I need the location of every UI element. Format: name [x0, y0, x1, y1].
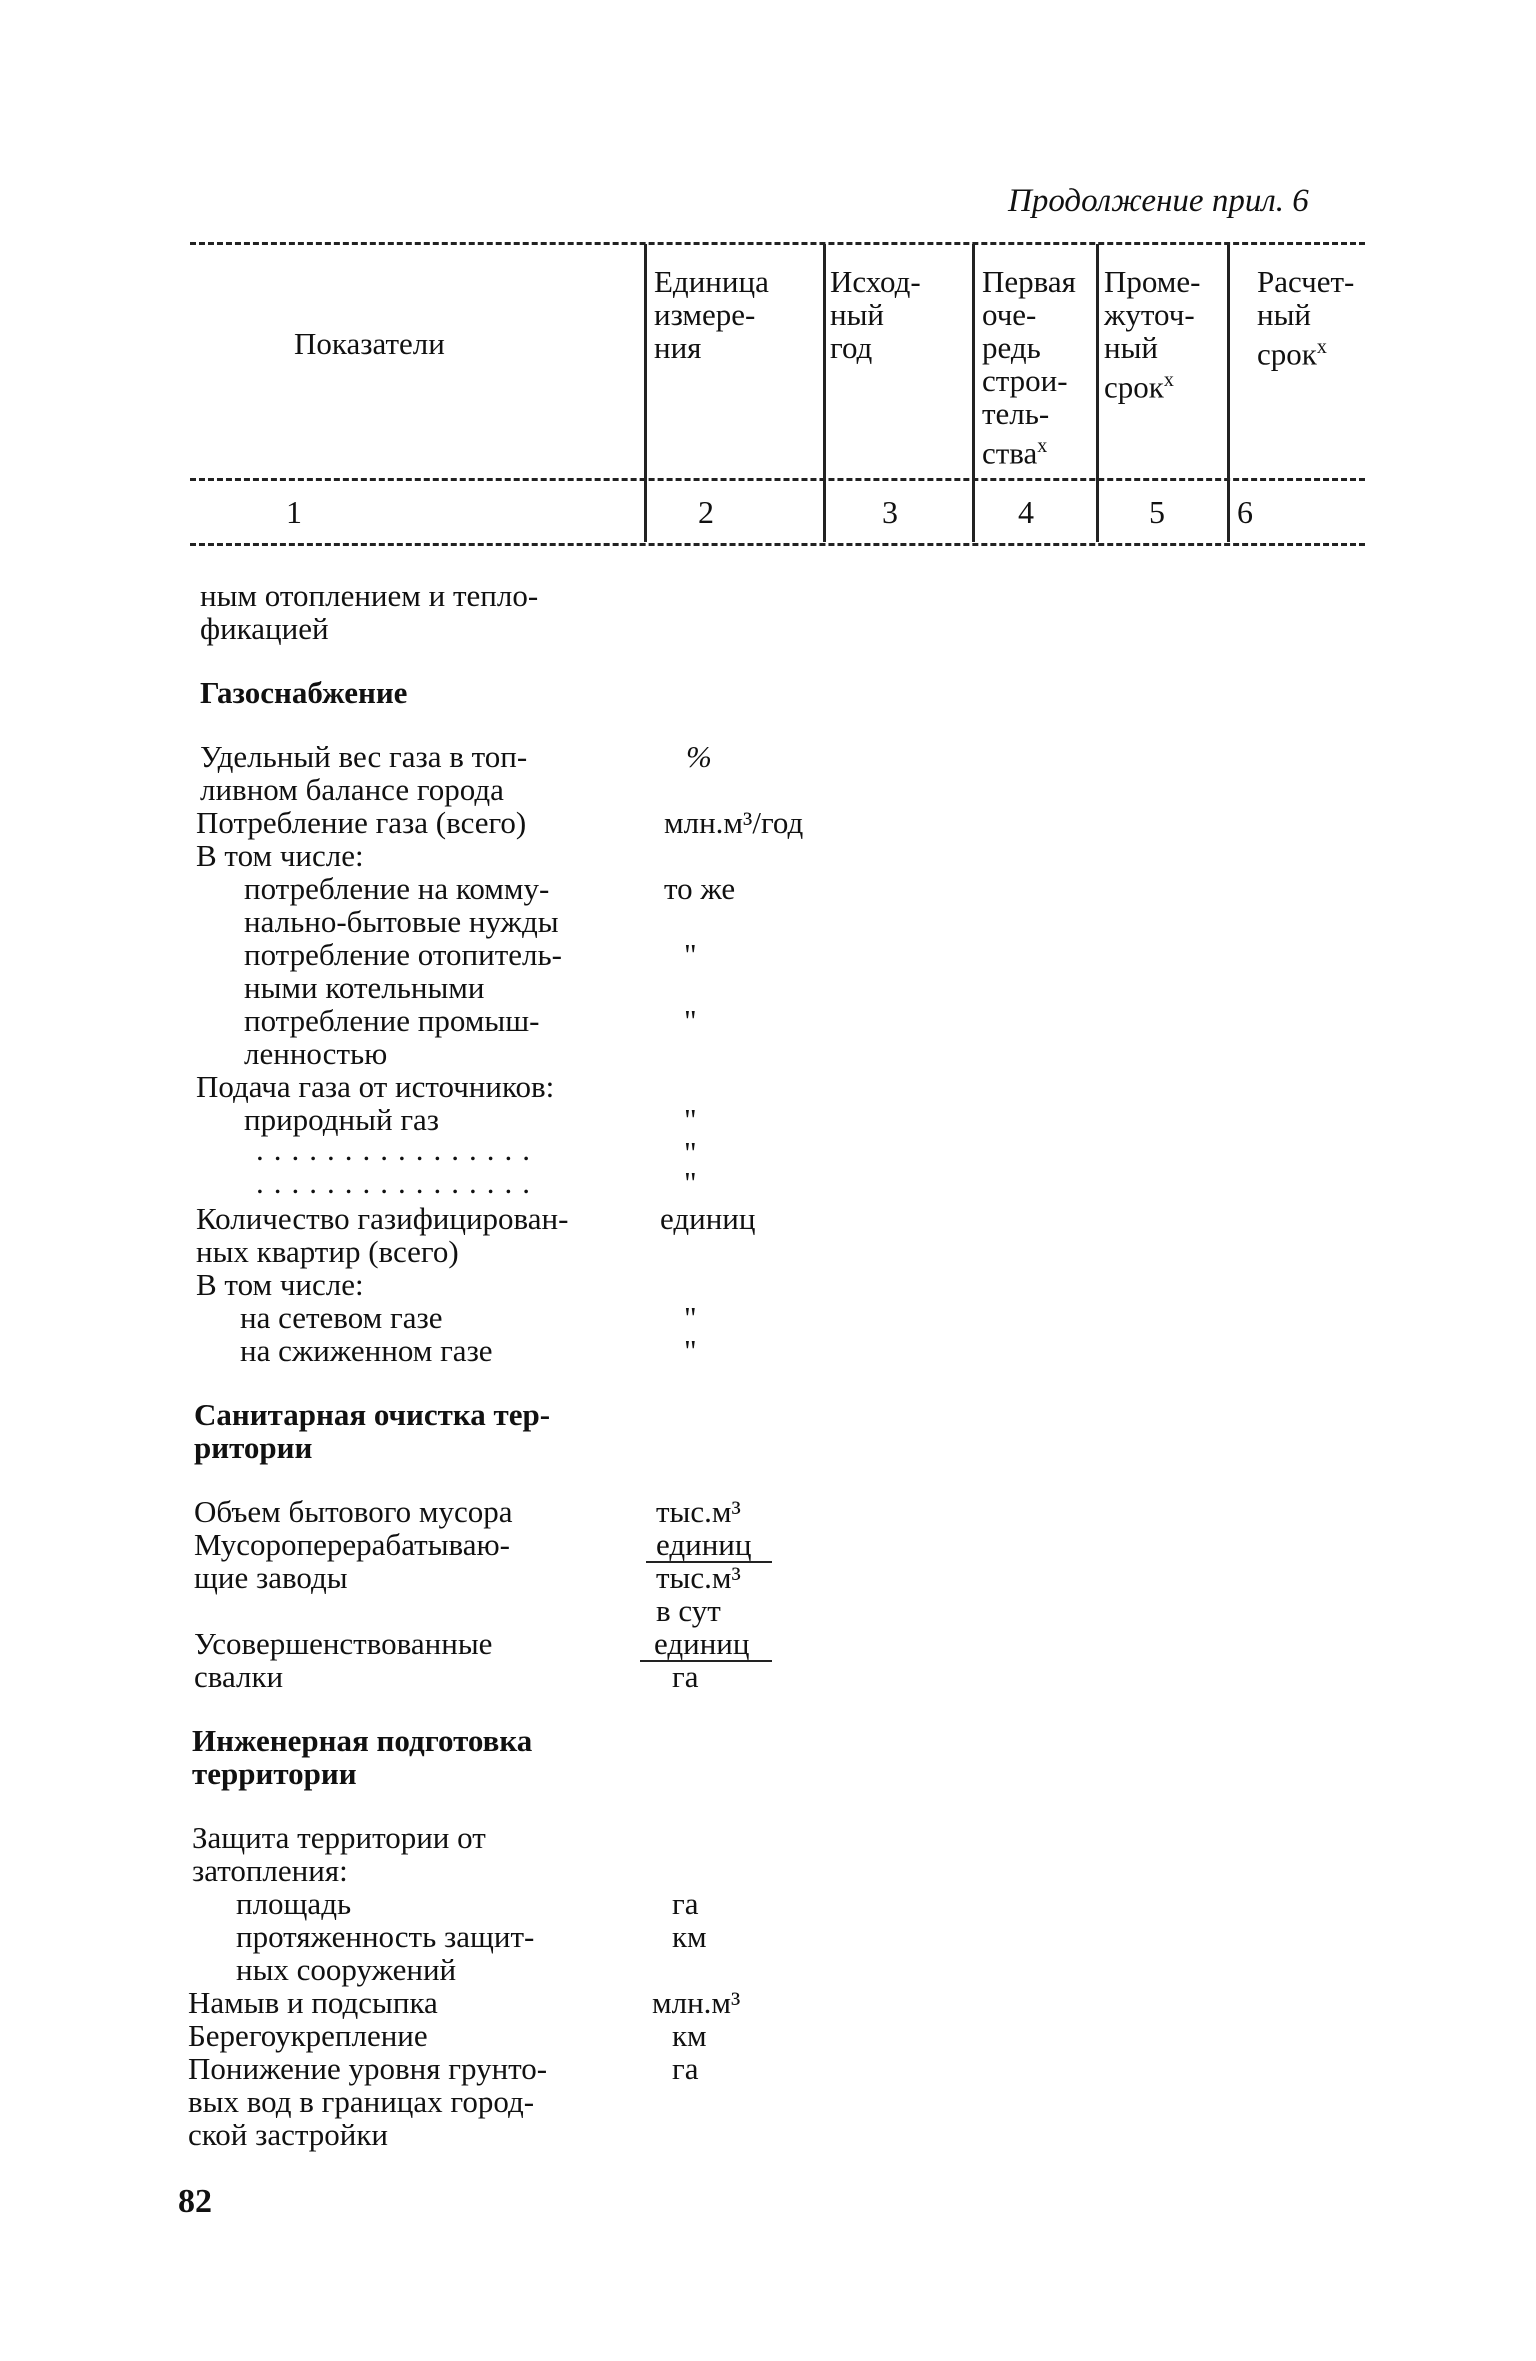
- ditto-mark: ": [684, 1300, 697, 1335]
- footnote-mark: х: [1316, 336, 1327, 358]
- unit-cell: км: [672, 1919, 707, 1954]
- row-text: ными котельными: [244, 970, 485, 1005]
- unit-denominator: тыс.м³: [656, 1560, 741, 1595]
- col-divider-5: [1227, 244, 1230, 542]
- row-text: Мусороперерабатываю-: [194, 1527, 510, 1562]
- section-heading-engineering: Инженерная подготовка: [192, 1723, 533, 1758]
- header-indicators: Показатели: [294, 326, 445, 361]
- col-number-3: 3: [882, 494, 898, 530]
- footnote-mark: х: [1037, 435, 1048, 457]
- table-top-rule: [190, 242, 1365, 245]
- row-text: В том числе:: [196, 838, 364, 873]
- row-text: ных сооружений: [236, 1952, 457, 1987]
- section-heading-sanitation: ритории: [194, 1430, 313, 1465]
- fraction-bar: [640, 1660, 772, 1662]
- col-divider-4: [1096, 244, 1099, 542]
- table-mid-rule: [190, 478, 1365, 481]
- row-text: природный газ: [244, 1102, 440, 1137]
- unit-cell: млн.м³/год: [664, 805, 804, 840]
- row-text: ных квартир (всего): [196, 1234, 459, 1269]
- row-text: Берегоукрепление: [188, 2018, 428, 2053]
- row-text: Подача газа от источников:: [196, 1069, 555, 1104]
- unit-cell: %: [686, 739, 712, 774]
- row-text: затопления:: [192, 1853, 348, 1888]
- continuation-label: Продолжение прил. 6: [1008, 183, 1309, 219]
- unit-numerator: единиц: [656, 1527, 752, 1562]
- row-text: потребление промыш-: [244, 1003, 540, 1038]
- row-text: свалки: [194, 1659, 284, 1694]
- ditto-mark: ": [684, 1135, 697, 1170]
- col-number-6: 6: [1237, 494, 1253, 530]
- unit-cell: единиц: [660, 1201, 756, 1236]
- unit-cell: га: [672, 1886, 699, 1921]
- unit-cell: км: [672, 2018, 707, 2053]
- dotted-leader: ................: [256, 1165, 540, 1200]
- col-divider-1: [644, 244, 647, 542]
- header-design-term: Расчет- ный срок$^х$: [1257, 264, 1355, 372]
- col-number-5: 5: [1149, 494, 1165, 530]
- unit-cell: то же: [664, 871, 736, 906]
- row-text: ской застройки: [188, 2117, 389, 2152]
- row-text: ливном балансе города: [200, 772, 504, 807]
- row-text: площадь: [236, 1886, 352, 1921]
- unit-numerator: единиц: [654, 1626, 750, 1661]
- unit-cell: млн.м³: [652, 1985, 741, 2020]
- header-unit: Единица измере- ния: [654, 264, 769, 365]
- row-text: Объем бытового мусора: [194, 1494, 513, 1529]
- section-heading-gas: Газоснабжение: [200, 675, 408, 710]
- row-text: щие заводы: [194, 1560, 348, 1595]
- row-text: Усовершенствованные: [194, 1626, 493, 1661]
- row-text: В том числе:: [196, 1267, 364, 1302]
- ditto-mark: ": [684, 1102, 697, 1137]
- ditto-mark: ": [684, 1003, 697, 1038]
- row-text: Потребление газа (всего): [196, 805, 527, 840]
- row-text: фикацией: [200, 611, 329, 646]
- row-text: ленностью: [244, 1036, 388, 1071]
- row-text: на сетевом газе: [240, 1300, 443, 1335]
- header-intermediate-term: Проме- жуточ- ный срок$^х$: [1104, 264, 1201, 405]
- col-number-4: 4: [1018, 494, 1034, 530]
- unit-cell: га: [672, 2051, 699, 2086]
- row-text: протяженность защит-: [236, 1919, 535, 1954]
- col-divider-3: [972, 244, 975, 542]
- row-text: на сжиженном газе: [240, 1333, 493, 1368]
- ditto-mark: ": [684, 937, 697, 972]
- row-text: Понижение уровня грунто-: [188, 2051, 548, 2086]
- page-number: 82: [178, 2183, 212, 2220]
- col-divider-2: [823, 244, 826, 542]
- row-text: Количество газифицирован-: [196, 1201, 569, 1236]
- unit-denominator: га: [672, 1659, 699, 1694]
- table-bottom-rule: [190, 543, 1365, 546]
- row-text: Защита территории от: [192, 1820, 486, 1855]
- col-number-2: 2: [698, 494, 714, 530]
- row-text: нально-бытовые нужды: [244, 904, 559, 939]
- row-text: Удельный вес газа в топ-: [200, 739, 528, 774]
- col-number-1: 1: [286, 494, 302, 530]
- header-first-stage: Первая оче- редь строи- тель- ства$^х$: [982, 264, 1076, 471]
- row-text: потребление на комму-: [244, 871, 550, 906]
- ditto-mark: ": [684, 1333, 697, 1368]
- unit-denominator: в сут: [656, 1593, 721, 1628]
- section-heading-engineering: территории: [192, 1756, 357, 1791]
- dotted-leader: ................: [256, 1132, 540, 1167]
- unit-cell: тыс.м³: [656, 1494, 741, 1529]
- row-text: Намыв и подсыпка: [188, 1985, 438, 2020]
- header-base-year: Исход- ный год: [830, 264, 921, 365]
- row-text: вых вод в границах город-: [188, 2084, 535, 2119]
- section-heading-sanitation: Санитарная очистка тер-: [194, 1397, 551, 1432]
- footnote-mark: х: [1163, 369, 1174, 391]
- row-text: ным отоплением и тепло-: [200, 578, 539, 613]
- row-text: потребление отопитель-: [244, 937, 562, 972]
- ditto-mark: ": [684, 1165, 697, 1200]
